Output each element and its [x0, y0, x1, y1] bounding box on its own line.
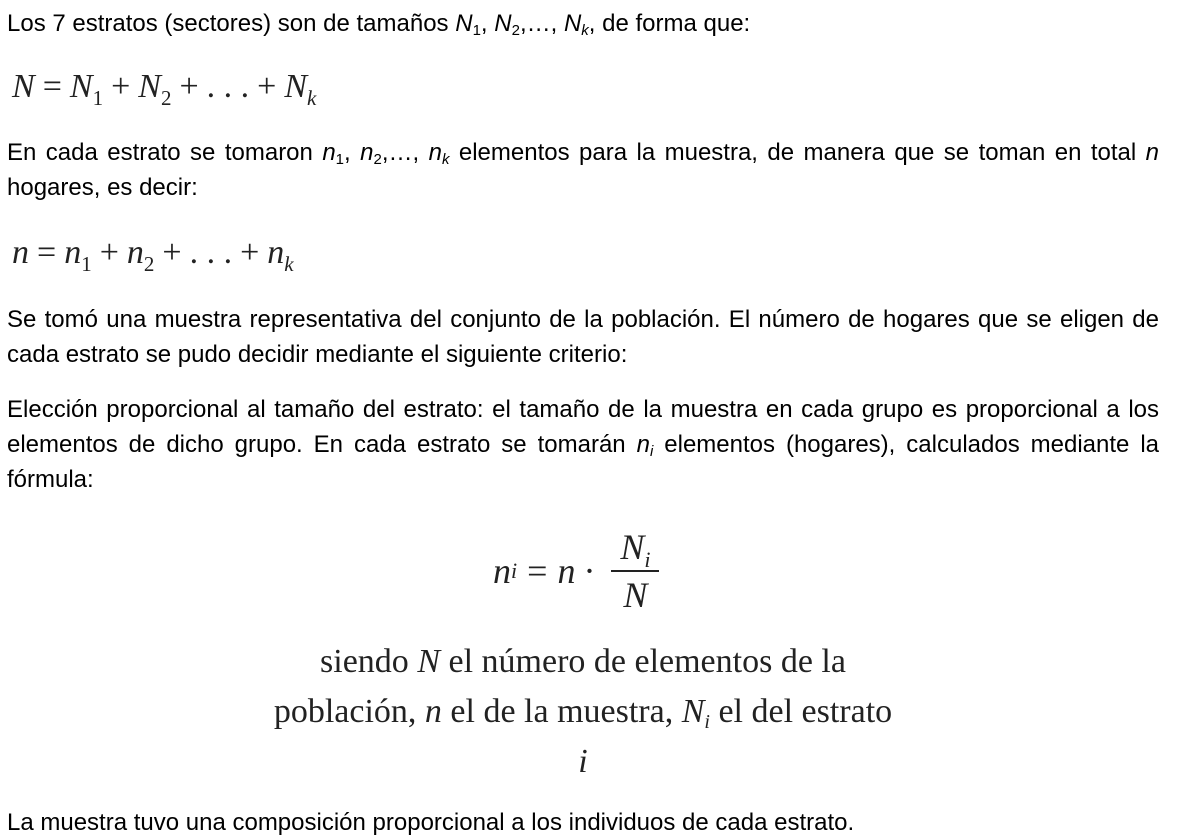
fraction-numerator: $N_i$	[620, 527, 651, 572]
equation-sample-sum: $n = n_1 + n_2$ + . . . + $n_k$	[12, 234, 294, 276]
fraction	[611, 526, 659, 616]
paragraph-strata-sizes: Los 7 estratos (sectores) son de tamaños $N_1$, $N_2,\dots$, $N_k$, de forma que:	[7, 10, 751, 39]
paragraph-sample-sizes: En cada estrato se tomaron $n_1$, $n_2,\dots$, $n_k$ elementos para la muestra, de manera que se toman en total n hogares, es decir:	[7, 139, 1159, 201]
paragraph-proportional-allocation: Elección proporcional al tamaño del estrato: el tamaño de la muestra en cada grupo es proporcional a los elementos de dicho grupo. En cada estrato se tomarán $n_i$ elementos (hogares), calculados mediante la fórmula:	[7, 396, 1160, 493]
equation-proportional-formula: n i = n · $\frac{N_i}{N}$	[493, 526, 659, 616]
paragraph-proportional-composition: La muestra tuvo una composición proporcional a los individuos de cada estrato.	[7, 809, 855, 836]
formula-caption: siendo N el número de elementos de la población, n el de la muestra, $N_i$ el del estrato i	[273, 643, 893, 780]
equation-population-sum: $N = N_1 + N_2$ + . . . + $N_k$	[12, 68, 317, 110]
paragraph-representative-sample: Se tomó una muestra representativa del conjunto de la población. El número de hogares que se eligen de cada estrato se pudo decidir mediante el siguiente criterio:	[7, 306, 1159, 368]
fraction-denominator: N	[623, 575, 648, 615]
